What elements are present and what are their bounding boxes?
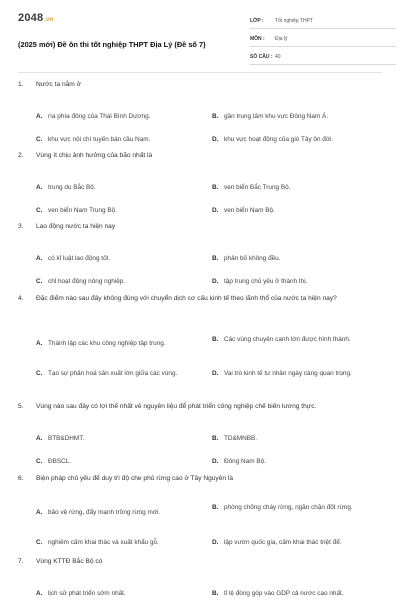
option-text: gần trung tâm khu vực Đông Nam Á.: [224, 112, 329, 120]
option-letter: B.: [212, 434, 219, 442]
option-letter: C.: [36, 206, 43, 214]
option-letter: D.: [212, 538, 219, 546]
option-letter: A.: [36, 254, 43, 262]
option-b[interactable]: [212, 335, 382, 345]
option-text: phân bố không đều.: [224, 254, 281, 262]
meta-subject-row: [250, 32, 396, 47]
option-d[interactable]: [212, 206, 382, 216]
option-text: chỉ hoạt động nông nghiệp.: [48, 277, 126, 285]
option-letter: D.: [212, 369, 219, 377]
question-text: Nước ta nằm ở: [36, 81, 81, 88]
page-title: (2025 mới) Đề ôn thi tốt nghiệp THPT Địa Lý (Đề số 7): [18, 40, 206, 49]
option-text: tập trung chủ yếu ở thành thị.: [224, 277, 308, 285]
option-text: Thành lập các khu công nghiệp tập trung.: [48, 339, 166, 347]
option-text: có kỉ luật lao động tốt.: [48, 254, 111, 262]
option-text: ven biển Nam Bộ.: [224, 206, 275, 214]
meta-key: LỚP :: [250, 18, 264, 24]
option-text: Các vùng chuyên canh lớn được hình thành.: [224, 335, 351, 343]
option-letter: A.: [36, 589, 43, 597]
option-letter: A.: [36, 434, 43, 442]
option-text: khu vực nội chí tuyến bán cầu Nam.: [48, 135, 151, 143]
option-text: nghiêm cấm khai thác và xuất khẩu gỗ.: [48, 538, 159, 546]
meta-class-row: [250, 14, 396, 29]
option-text: TD&MNBB.: [224, 434, 258, 442]
question-6: [18, 474, 382, 546]
option-b[interactable]: [212, 112, 382, 122]
option-text: phòng chống cháy rừng, ngăn chặn đốt rừng.: [224, 503, 353, 511]
question-number: 3.: [18, 223, 24, 230]
exam-header: [18, 10, 382, 66]
option-text: ven biển Bắc Trung Bộ.: [224, 183, 291, 191]
meta-key: SỐ CÂU :: [250, 54, 273, 60]
option-c[interactable]: [36, 206, 206, 216]
question-text: Lao động nước ta hiện nay: [36, 223, 116, 230]
logo-main: 2048: [18, 12, 44, 24]
question-number: 6.: [18, 475, 24, 482]
question-text: Vùng nào sau đây có lợi thế nhất về nguyên liệu để phát triển công nghiệp chế biến lương thực.: [36, 403, 317, 410]
option-c[interactable]: [36, 277, 206, 287]
option-letter: B.: [212, 112, 219, 120]
option-letter: D.: [212, 206, 219, 214]
meta-key: MÔN :: [250, 36, 265, 42]
option-text: khu vực hoạt động của gió Tây ôn đới.: [224, 135, 334, 143]
question-4: [18, 294, 382, 377]
option-text: tỉ lệ đóng góp vào GDP cả nước cao nhất.: [224, 589, 344, 597]
option-d[interactable]: [212, 277, 382, 287]
option-letter: A.: [36, 183, 43, 191]
option-letter: A.: [36, 339, 43, 347]
option-c[interactable]: [36, 135, 206, 145]
site-logo[interactable]: [18, 12, 54, 24]
question-text: Biện pháp chủ yếu để duy trì độ che phủ rừng cao ở Tây Nguyên là: [36, 475, 234, 482]
option-letter: A.: [36, 508, 43, 516]
option-d[interactable]: [212, 538, 382, 548]
option-d[interactable]: [212, 369, 382, 379]
option-text: ĐBSCL.: [48, 457, 72, 465]
meta-value: Địa lý: [275, 36, 288, 42]
meta-value: 40: [275, 54, 281, 60]
option-text: BTB&DHMT.: [48, 434, 85, 442]
option-letter: C.: [36, 369, 43, 377]
question-7: [18, 557, 382, 597]
option-letter: C.: [36, 277, 43, 285]
option-b[interactable]: [212, 254, 382, 264]
option-text: lập vườn quốc gia, cấm khai thác triệt để.: [224, 538, 342, 546]
question-number: 4.: [18, 295, 24, 302]
option-text: Đông Nam Bộ.: [224, 457, 266, 465]
option-a[interactable]: [36, 589, 206, 599]
option-b[interactable]: [212, 183, 382, 193]
question-3: [18, 222, 382, 285]
option-b[interactable]: [212, 503, 382, 513]
question-text: Vùng KTTĐ Bắc Bộ có: [36, 558, 103, 565]
option-c[interactable]: [36, 369, 206, 379]
question-number: 5.: [18, 403, 24, 410]
option-a[interactable]: [36, 183, 206, 193]
option-text: lịch sử phát triển sớm nhất.: [48, 589, 126, 597]
option-b[interactable]: [212, 589, 382, 599]
question-number: 7.: [18, 558, 24, 565]
question-5: [18, 402, 382, 465]
meta-count-row: [250, 50, 396, 65]
option-letter: A.: [36, 112, 43, 120]
option-letter: D.: [212, 457, 219, 465]
question-number: 2.: [18, 152, 24, 159]
option-a[interactable]: [36, 339, 206, 349]
option-letter: B.: [212, 589, 219, 597]
option-text: Vai trò kinh tế tư nhân ngày càng quan trọng.: [224, 369, 352, 377]
question-number: 1.: [18, 81, 24, 88]
option-a[interactable]: [36, 434, 206, 444]
option-c[interactable]: [36, 457, 206, 467]
option-letter: B.: [212, 335, 219, 343]
option-text: Tạo sự phân hoá sản xuất lớn giữa các vùng.: [48, 369, 178, 377]
option-a[interactable]: [36, 254, 206, 264]
question-text: Đặc điểm nào sau đây không đúng với chuyển dịch cơ cấu kinh tế theo lãnh thổ của nước ta hiện nay?: [36, 295, 337, 302]
option-letter: B.: [212, 254, 219, 262]
option-c[interactable]: [36, 538, 206, 548]
question-2: [18, 151, 382, 214]
option-text: ven biển Nam Trung Bộ.: [48, 206, 117, 214]
option-text: bảo vệ rừng, đẩy mạnh trồng rừng mới.: [48, 508, 161, 516]
option-letter: D.: [212, 277, 219, 285]
option-d[interactable]: [212, 135, 382, 145]
option-letter: B.: [212, 183, 219, 191]
header-divider: [18, 72, 382, 73]
option-a[interactable]: [36, 508, 206, 518]
exam-meta: [250, 14, 396, 68]
meta-value: Tốt nghiệp THPT: [275, 18, 313, 24]
option-a[interactable]: [36, 112, 206, 122]
option-text: trung du Bắc Bộ.: [48, 183, 96, 191]
question-text: Vùng ít chịu ảnh hưởng của bão nhất là: [36, 152, 153, 159]
option-letter: C.: [36, 457, 43, 465]
option-text: rìa phía đông của Thái Bình Dương.: [48, 112, 151, 120]
question-1: [18, 80, 382, 143]
option-letter: C.: [36, 538, 43, 546]
option-d[interactable]: [212, 457, 382, 467]
option-letter: B.: [212, 503, 219, 511]
option-letter: D.: [212, 135, 219, 143]
option-b[interactable]: [212, 434, 382, 444]
logo-tld: .vn: [44, 17, 54, 23]
option-letter: C.: [36, 135, 43, 143]
